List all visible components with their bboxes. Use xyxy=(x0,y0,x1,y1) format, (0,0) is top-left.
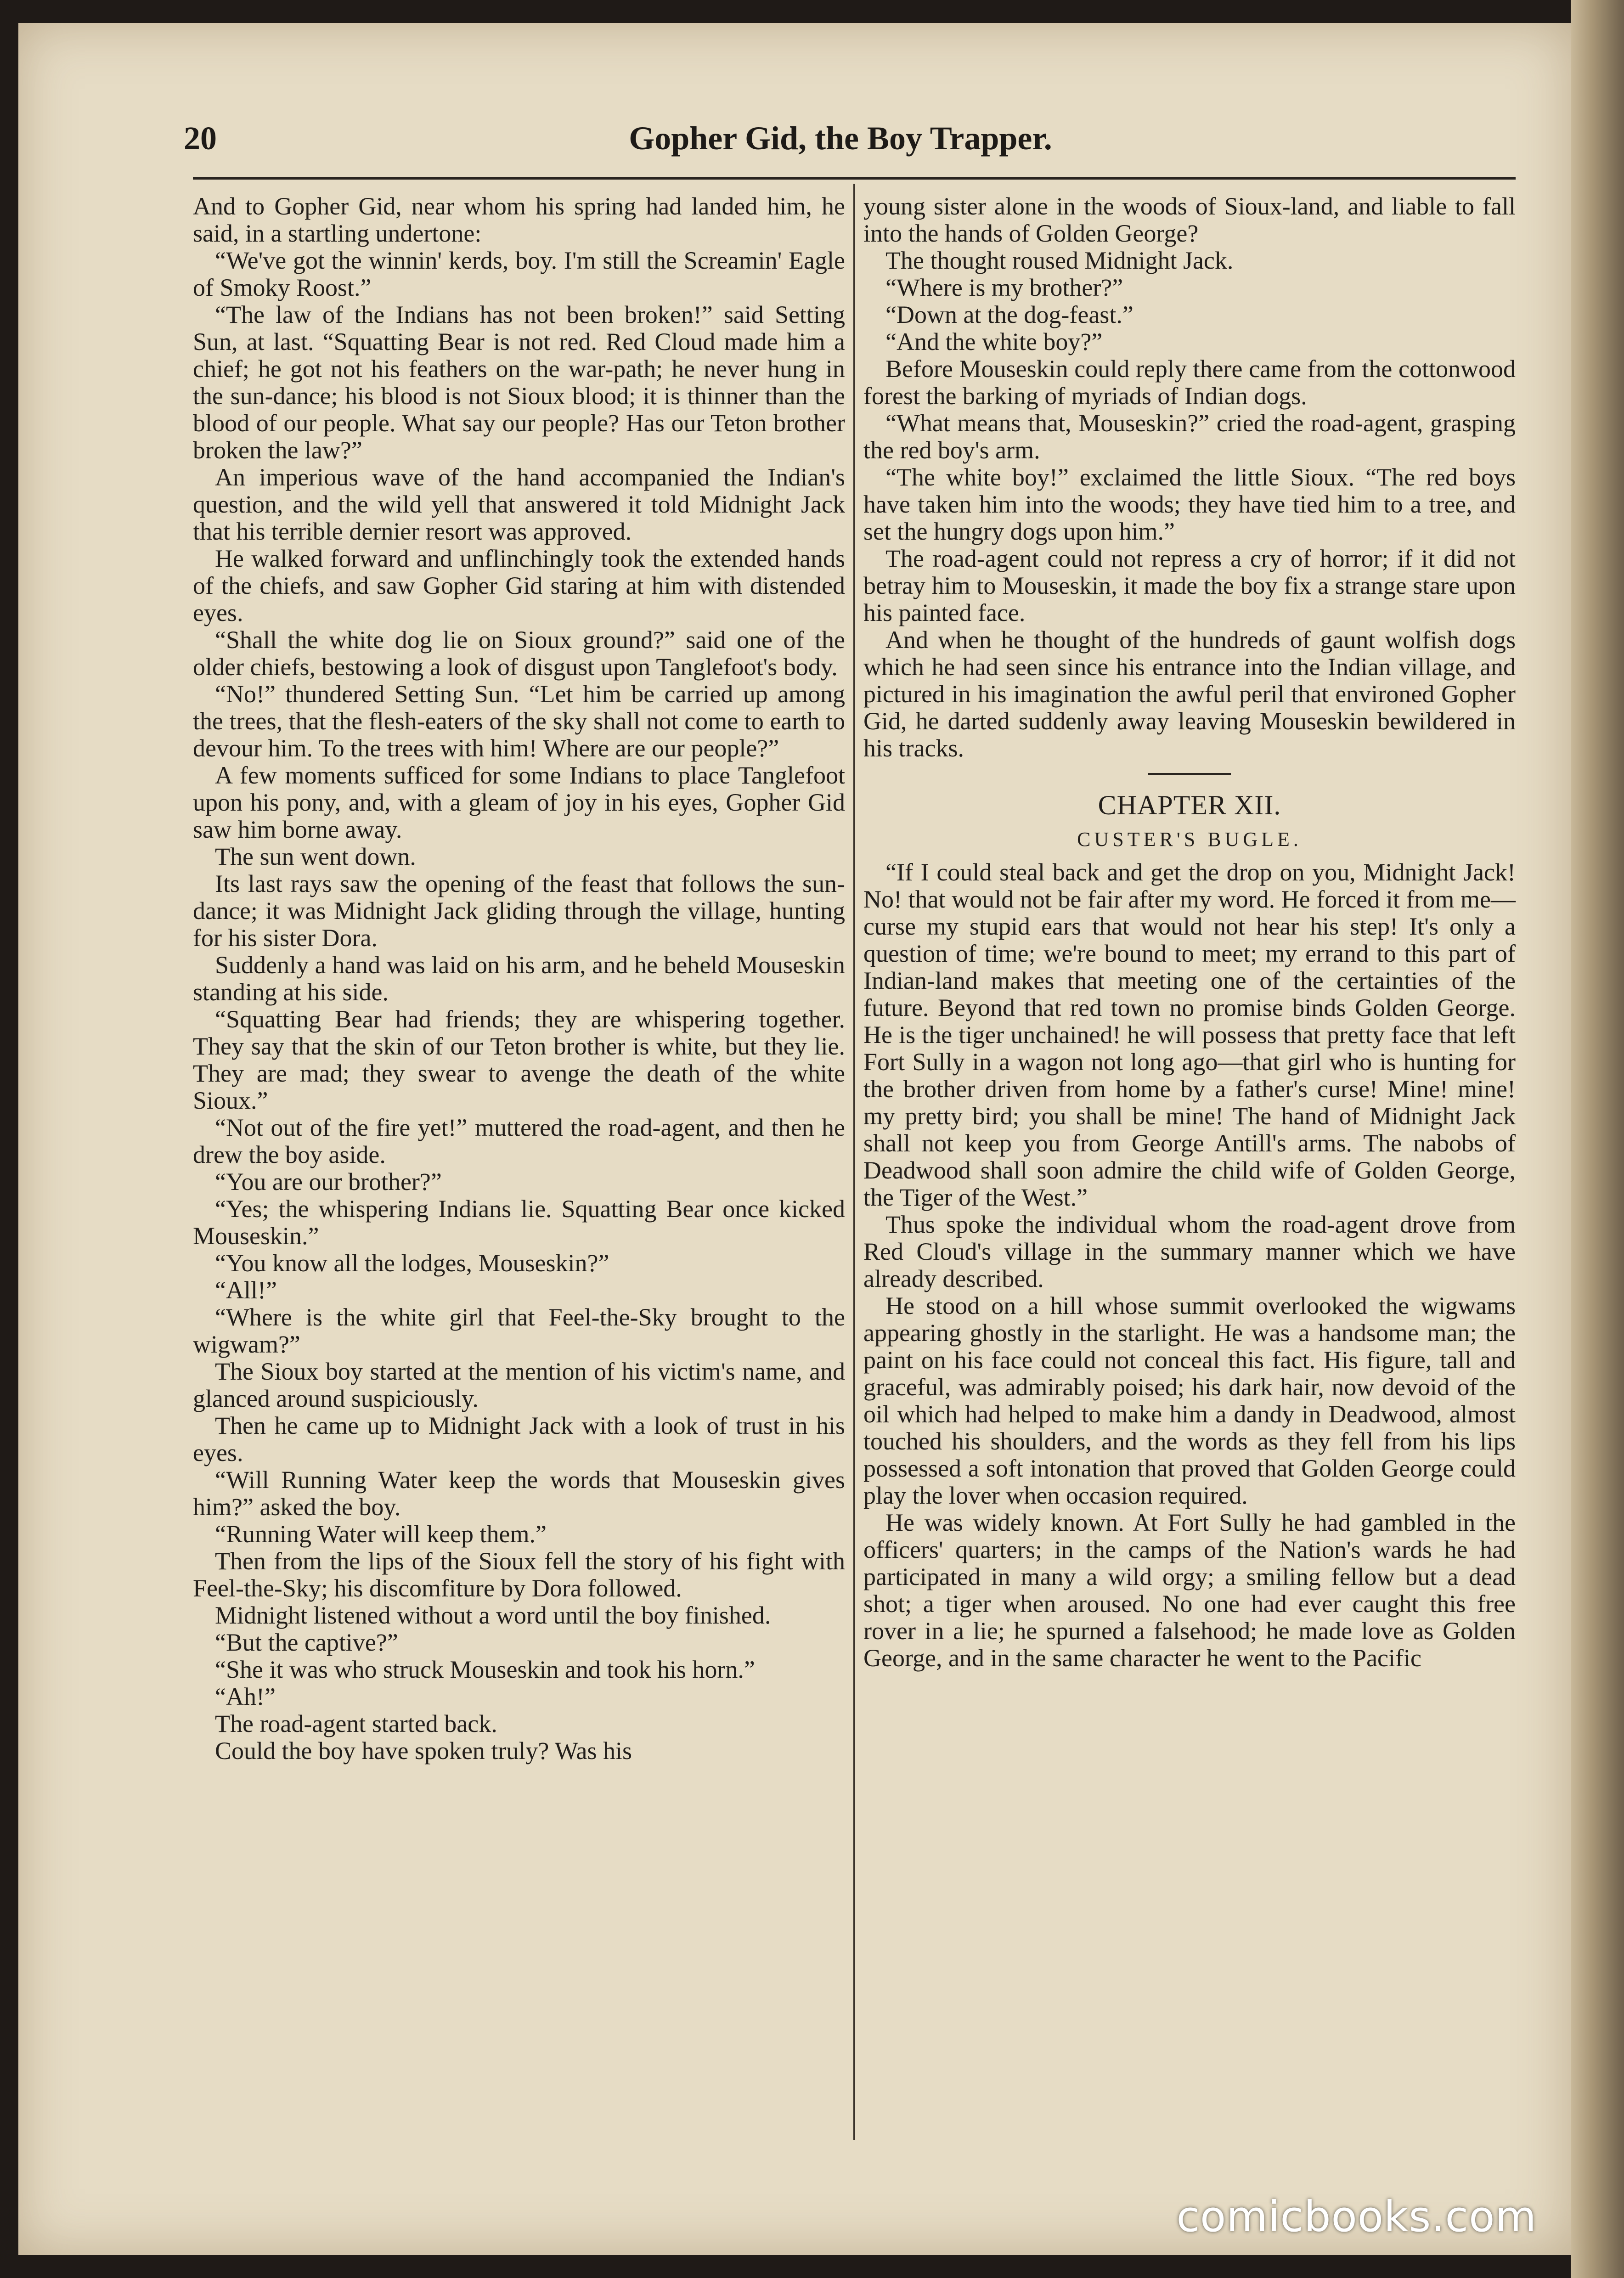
page-number: 20 xyxy=(184,120,217,157)
paragraph: “Running Water will keep them.” xyxy=(215,1520,547,1548)
paragraph: “You are our brother?” xyxy=(215,1168,442,1195)
paragraph: The Sioux boy started at the mention of his victim's name, and glanced around suspiciously. xyxy=(193,1358,845,1412)
paragraph: And when he thought of the hundreds of gaunt wolfish dogs which he had seen since his entrance into the Indian village, and pictured in his imagination the awful peril that environed Gopher Gid, he darted suddenly away leaving Mouseskin bewildered in his tracks. xyxy=(863,626,1516,762)
paragraph: And to Gopher Gid, near whom his spring had landed him, he said, in a startling undertone: xyxy=(193,192,845,247)
paragraph: “Where is my brother?” xyxy=(885,274,1123,301)
paragraph: “Will Running Water keep the words that Mouseskin gives him?” asked the boy. xyxy=(193,1466,845,1521)
paragraph: Could the boy have spoken truly? Was his xyxy=(215,1737,632,1765)
paragraph: “Shall the white dog lie on Sioux ground?” said one of the older chiefs, bestowing a look of disgust upon Tanglefoot's body. xyxy=(193,626,845,681)
left-column xyxy=(193,193,845,2149)
paragraph: “And the white boy?” xyxy=(885,328,1103,355)
running-title: Gopher Gid, the Boy Trapper. xyxy=(629,120,1052,157)
paragraph: “All!” xyxy=(215,1276,277,1304)
paragraph: “Where is the white girl that Feel-the-Sky brought to the wigwam?” xyxy=(193,1303,845,1358)
paragraph: “We've got the winnin' kerds, boy. I'm still the Screamin' Eagle of Smoky Roost.” xyxy=(193,247,845,301)
paragraph: “Down at the dog-feast.” xyxy=(885,301,1133,328)
site-watermark: comicbooks.com xyxy=(1176,2192,1537,2241)
paragraph: young sister alone in the woods of Sioux-land, and liable to fall into the hands of Golden George? xyxy=(863,192,1516,247)
paragraph: Midnight listened without a word until the boy finished. xyxy=(215,1601,771,1629)
paragraph: “Ah!” xyxy=(215,1683,276,1710)
paragraph: Before Mouseskin could reply there came from the cottonwood forest the barking of myriads of Indian dogs. xyxy=(863,355,1516,410)
paragraph: An imperious wave of the hand accompanied the Indian's question, and the wild yell that answered it told Midnight Jack that his terrible dernier resort was approved. xyxy=(193,463,845,545)
right-column xyxy=(863,193,1516,2149)
paragraph: “But the captive?” xyxy=(215,1629,398,1656)
paragraph: “Squatting Bear had friends; they are whispering together. They say that the skin of our Teton brother is white, but they lie. They are mad; they swear to avenge the death of the white Sioux.” xyxy=(193,1005,845,1114)
paragraph: “Yes; the whispering Indians lie. Squatting Bear once kicked Mouseskin.” xyxy=(193,1195,845,1250)
paragraph: The road-agent could not repress a cry of horror; if it did not betray him to Mouseskin, it made the boy fix a strange stare upon his painted face. xyxy=(863,545,1516,626)
paragraph: “The law of the Indians has not been broken!” said Setting Sun, at last. “Squatting Bear is not red. Red Cloud made him a chief; he got not his feathers on the war-path; he never hung in the sun-dance; his blood is not Sioux blood; it is thinner than the blood of our people. What say our people? Has our Teton brother broken the law?” xyxy=(193,301,845,464)
paragraph: “The white boy!” exclaimed the little Sioux. “The red boys have taken him into the woods; they have tied him to a tree, and set the hungry dogs upon him.” xyxy=(863,463,1516,545)
paragraph: He stood on a hill whose summit overlooked the wigwams appearing ghostly in the starlight. He was a handsome man; the paint on his face could not conceal this fact. His figure, tall and graceful, was admirably poised; his dark hair, now devoid of the oil which had helped to make him a dandy in Deadwood, almost touched his shoulders, and the words as they fell from his lips possessed a soft intonation that proved that Golden George could play the lover when occasion required. xyxy=(863,1292,1516,1509)
paragraph: “If I could steal back and get the drop on you, Midnight Jack! No! that would not be fair after my word. He forced it from me—curse my stupid ears that would not hear his step! It's only a question of time; we're bound to meet; my errand to this part of Indian-land makes that meeting one of the certainties of the future. Beyond that red town no promise binds Golden George. He is the tiger unchained! he will possess that pretty face that left Fort Sully in a wagon not long ago—that girl who is hunting for the brother driven from home by a father's curse! Mine! mine! my pretty bird; you shall be mine! The hand of Midnight Jack shall not keep you from George Antill's arms. The nabobs of Deadwood shall soon admire the child wife of Golden George, the Tiger of the West.” xyxy=(863,858,1516,1211)
paragraph: “Not out of the fire yet!” muttered the road-agent, and then he drew the boy aside. xyxy=(193,1114,845,1168)
book-spine xyxy=(1571,0,1624,2278)
paragraph: Then he came up to Midnight Jack with a look of trust in his eyes. xyxy=(193,1412,845,1466)
paragraph: “No!” thundered Setting Sun. “Let him be carried up among the trees, that the flesh-eaters of the sky shall not come to earth to devour him. To the trees with him! Where are our people?” xyxy=(193,680,845,762)
chapter-rule xyxy=(1148,773,1231,775)
paragraph: “You know all the lodges, Mouseskin?” xyxy=(215,1249,609,1277)
chapter-subtitle: CUSTER'S BUGLE. xyxy=(1077,828,1302,851)
paragraph: He walked forward and unflinchingly took the extended hands of the chiefs, and saw Gopher Gid staring at him with distended eyes. xyxy=(193,545,845,626)
paragraph: A few moments sufficed for some Indians to place Tanglefoot upon his pony, and, with a gleam of joy in his eyes, Gopher Gid saw him borne away. xyxy=(193,761,845,843)
paragraph: “She it was who struck Mouseskin and took his horn.” xyxy=(215,1656,755,1683)
column-divider xyxy=(853,184,855,2140)
paragraph: “What means that, Mouseskin?” cried the road-agent, grasping the red boy's arm. xyxy=(863,409,1516,464)
paragraph: The sun went down. xyxy=(215,843,416,870)
paragraph: The thought roused Midnight Jack. xyxy=(885,247,1234,274)
paragraph: He was widely known. At Fort Sully he had gambled in the officers' quarters; in the camps of the Nation's wards he had participated in many a wild orgy; a smiling fellow but a dead shot; a tiger when aroused. No one had ever caught this free rover in a lie; he spurned a falsehood; he made love as Golden George, and in the same character he went to the Pacific xyxy=(863,1509,1516,1672)
paragraph: The road-agent started back. xyxy=(215,1710,497,1737)
page-header xyxy=(184,119,1497,170)
paragraph: Then from the lips of the Sioux fell the story of his fight with Feel-the-Sky; his discomfiture by Dora followed. xyxy=(193,1547,845,1602)
chapter-title: CHAPTER XII. xyxy=(1098,790,1281,820)
header-rule xyxy=(193,177,1516,180)
paragraph: Its last rays saw the opening of the feast that follows the sun-dance; it was Midnight Jack gliding through the village, hunting for his sister Dora. xyxy=(193,870,845,952)
paragraph: Suddenly a hand was laid on his arm, and he beheld Mouseskin standing at his side. xyxy=(193,951,845,1006)
paragraph: Thus spoke the individual whom the road-agent drove from Red Cloud's village in the summary manner which we have already described. xyxy=(863,1211,1516,1292)
